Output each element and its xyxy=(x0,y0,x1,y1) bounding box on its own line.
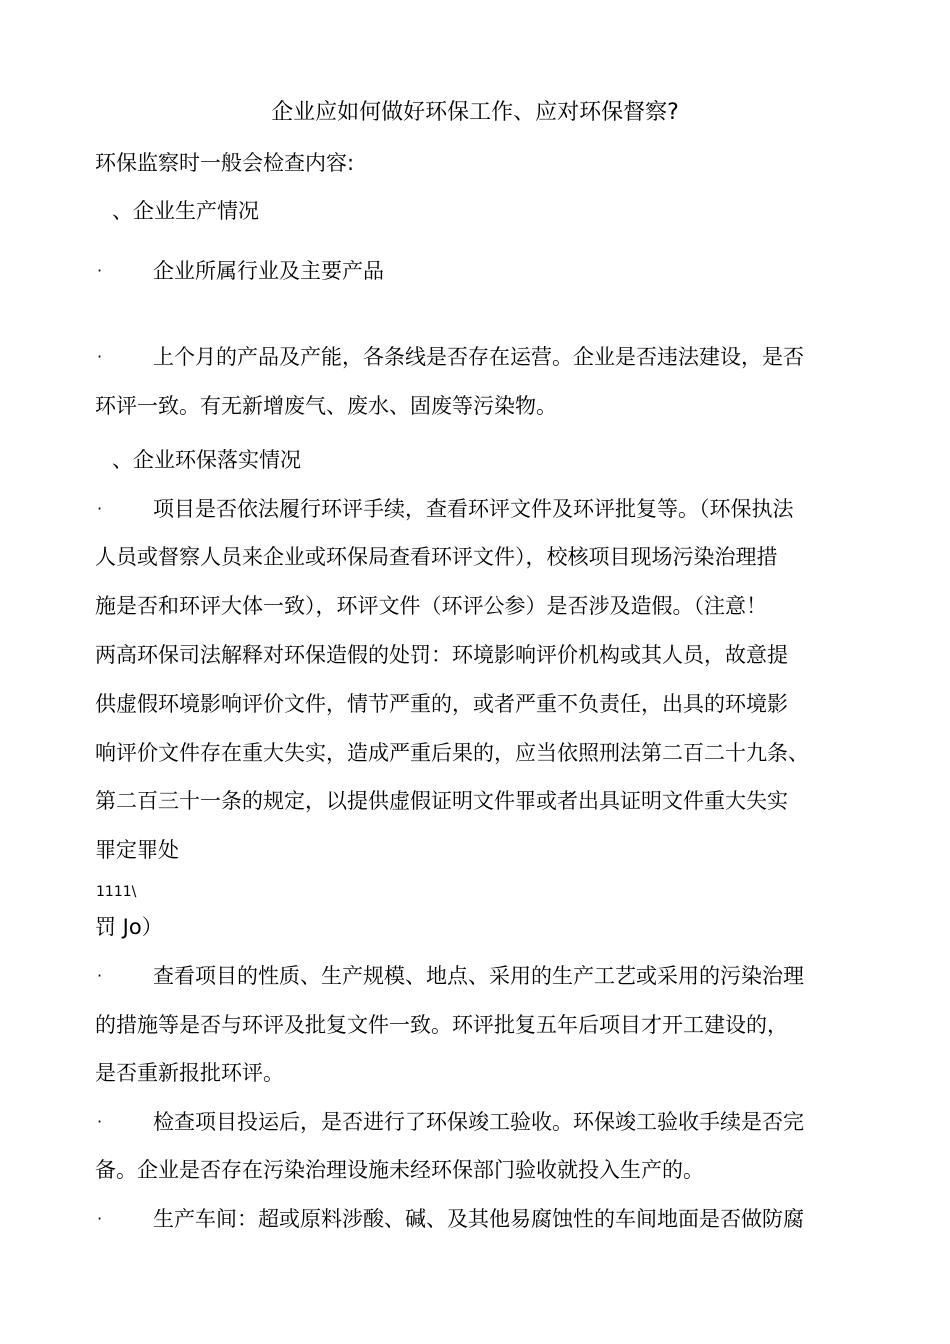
section2-item3-line2: 备。企业是否存在污染治理设施未经环保部门验收就投入生产的。 xyxy=(95,1158,704,1182)
section2-item1-line3: 施是否和环评大体一致），环评文件（环评公参）是否涉及造假。（注意！ xyxy=(95,594,767,618)
bullet-marker: · xyxy=(97,1209,103,1228)
bullet-marker: · xyxy=(97,261,103,280)
section2-item1-line1: 项目是否依法履行环评手续，查看环评文件及环评批复等。（环保执法 xyxy=(153,497,794,521)
section2-item1-line4: 两高环保司法解释对环保造假的处罚：环境影响评价机构或其人员，故意提 xyxy=(95,643,788,667)
section2-item2-line3: 是否重新报批环评。 xyxy=(95,1061,284,1085)
bullet-marker: · xyxy=(97,1112,103,1131)
bullet-marker: · xyxy=(97,966,103,985)
section2-item1-line5: 供虚假环境影响评价文件，情节严重的，或者严重不负责任，出具的环境影 xyxy=(95,692,788,716)
section2-item1-continuation: 罚 Jo） xyxy=(95,915,163,939)
document-title: 企业应如何做好环保工作、应对环保督察? xyxy=(271,100,679,125)
section2-item3-line1: 检查项目投运后，是否进行了环保竣工验收。环保竣工验收手续是否完 xyxy=(153,1110,804,1134)
section2-item1-line7: 第二百三十一条的规定，以提供虚假证明文件罪或者出具证明文件重大失实 xyxy=(95,789,788,813)
section2-item1-line6: 响评价文件存在重大失实，造成严重后果的，应当依照刑法第二百二十九条、 xyxy=(95,741,809,765)
bullet-marker: · xyxy=(97,499,103,518)
intro-text: 环保监察时一般会检查内容: xyxy=(95,151,355,175)
section2-heading: 、企业环保落实情况 xyxy=(112,448,301,472)
section1-item2-line2: 环评一致。有无新增废气、废水、固废等污染物。 xyxy=(95,394,557,418)
section2-item1-line2: 人员或督察人员来企业或环保局查看环评文件），校核项目现场污染治理措 xyxy=(95,545,778,569)
section2-item1-line8: 罪定罪处 xyxy=(95,838,179,862)
section2-item2-line1: 查看项目的性质、生产规模、地点、采用的生产工艺或采用的污染治理 xyxy=(153,964,804,988)
section1-item1-line1: 企业所属行业及主要产品 xyxy=(153,259,384,283)
section1-heading: 、企业生产情况 xyxy=(112,199,259,223)
section2-item2-line2: 的措施等是否与环评及批复文件一致。环评批复五年后项目才开工建设的， xyxy=(95,1013,788,1037)
bullet-marker: · xyxy=(97,347,103,366)
section1-item2-line1: 上个月的产品及产能，各条线是否存在运营。企业是否违法建设，是否 xyxy=(153,345,804,369)
section2-item4-line1: 生产车间：超或原料涉酸、碱、及其他易腐蚀性的车间地面是否做防腐 xyxy=(153,1207,804,1231)
footnote-mark: 1111\ xyxy=(96,884,137,900)
